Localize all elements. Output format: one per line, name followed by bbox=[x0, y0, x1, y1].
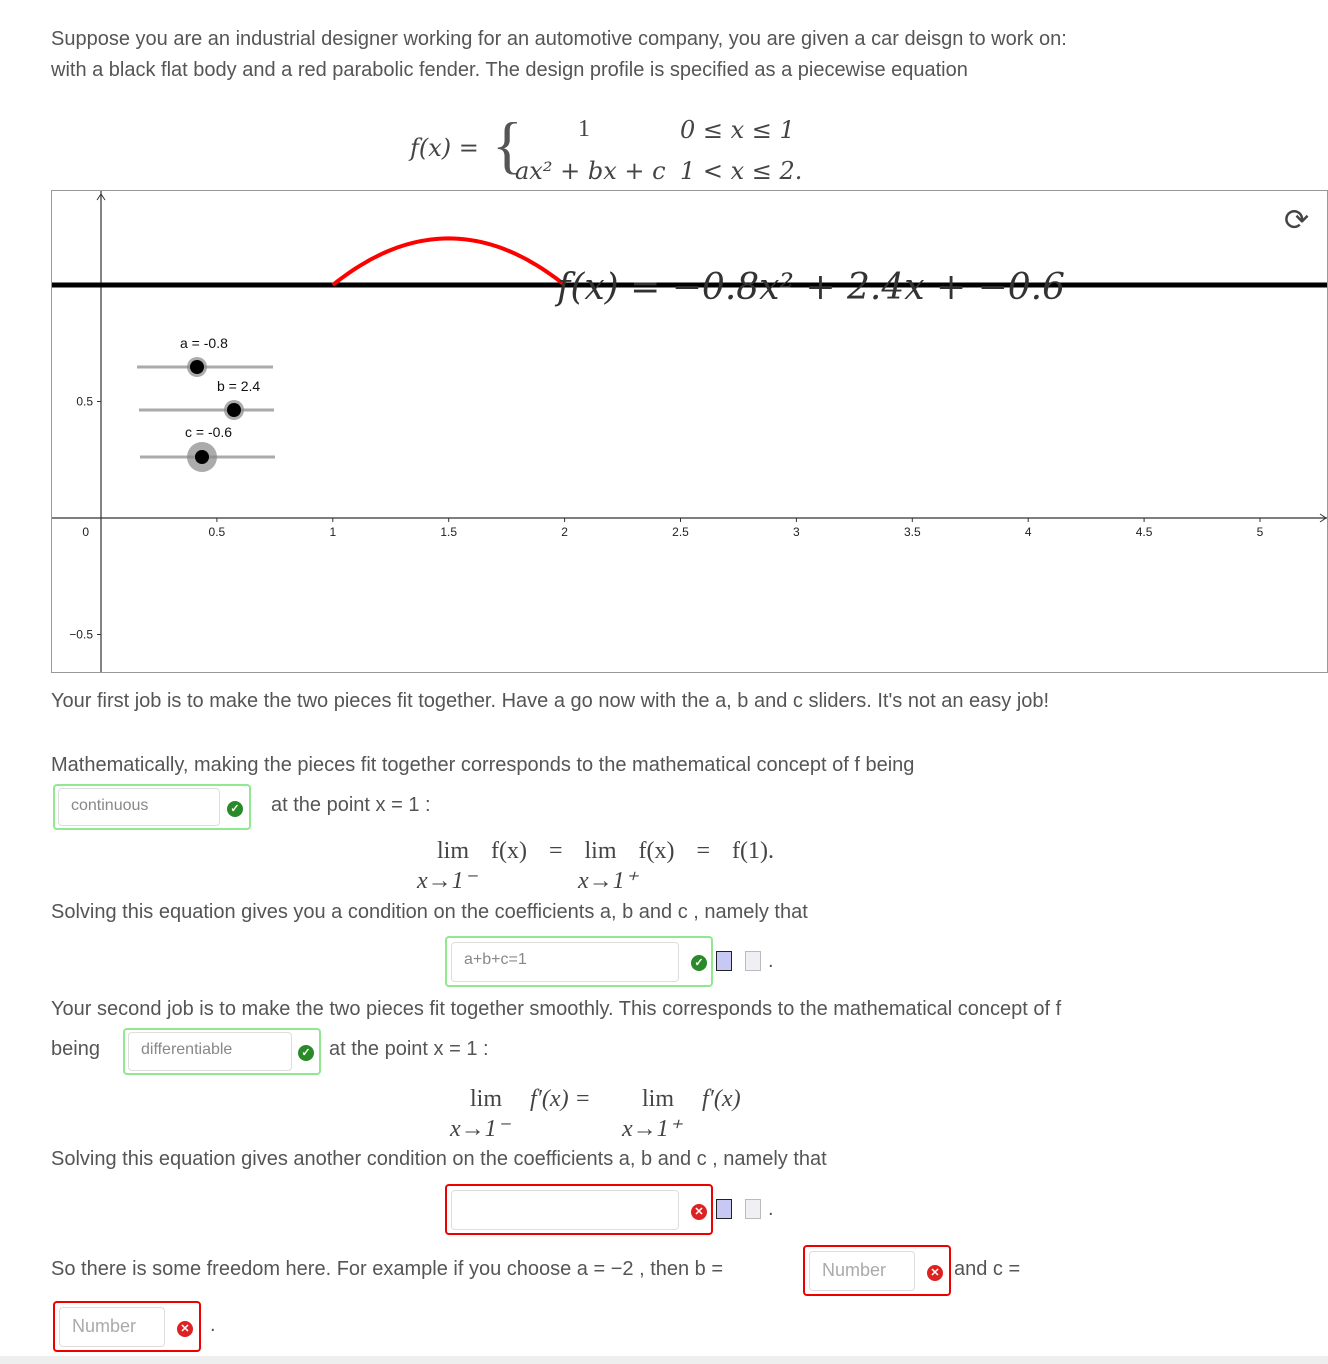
function-label: f(x) = −0.8x² + 2.4x + −0.6 bbox=[557, 267, 1065, 308]
limit-sub-minus: x→1⁻ bbox=[417, 868, 477, 894]
incorrect-icon: ✕ bbox=[691, 1204, 707, 1220]
intro-text bbox=[51, 24, 1067, 86]
continuity-input[interactable]: continuous bbox=[58, 788, 220, 826]
correct-icon: ✓ bbox=[298, 1045, 314, 1061]
limit-sub-plus: x→1⁺ bbox=[578, 868, 638, 894]
x-tick-label: 2 bbox=[561, 525, 568, 539]
fender-curve bbox=[333, 238, 565, 285]
intro-line-1: Suppose you are an industrial designer working for an automotive company, you are given a car deisgn to work on: bbox=[51, 28, 1067, 50]
period: . bbox=[210, 1314, 216, 1336]
c-value-input[interactable]: Number bbox=[59, 1307, 165, 1347]
first-job-text: Your first job is to make the two pieces fit together. Have a go now with the a, b and c sliders. It's not an easy job! bbox=[51, 690, 1050, 712]
at-point-text-2: at the point x = 1 : bbox=[329, 1038, 489, 1060]
x-tick-label: 3 bbox=[793, 525, 800, 539]
incorrect-icon: ✕ bbox=[927, 1265, 943, 1281]
slider-handle[interactable] bbox=[190, 360, 204, 374]
b-value-input[interactable]: Number bbox=[809, 1251, 915, 1291]
limit-sub-plus-2: x→1⁺ bbox=[622, 1116, 682, 1142]
x-tick-label: 1.5 bbox=[440, 525, 458, 539]
b-value-box bbox=[803, 1245, 951, 1296]
x-tick-label: 1 bbox=[329, 525, 337, 539]
condition1-box bbox=[445, 936, 713, 987]
piece-1: 1 bbox=[578, 116, 590, 142]
c-value-box bbox=[53, 1301, 201, 1352]
slider-handle[interactable] bbox=[195, 450, 209, 464]
lim-left: lim bbox=[470, 1086, 503, 1112]
limit-equation-1: lim f(x) = lim f(x) = f(1). bbox=[437, 838, 775, 864]
cond-2: 1 < x ≤ 2. bbox=[680, 157, 803, 185]
incorrect-icon: ✕ bbox=[177, 1321, 193, 1337]
limit-sub-minus-2: x→1⁻ bbox=[450, 1116, 510, 1142]
at-point-text: at the point x = 1 : bbox=[271, 794, 431, 816]
syntax-help-icon[interactable] bbox=[745, 951, 761, 971]
bottom-bar bbox=[0, 1356, 1328, 1364]
reset-icon[interactable]: ⟳ bbox=[1284, 204, 1310, 237]
y-tick-label: −0.5 bbox=[69, 627, 93, 642]
correct-icon: ✓ bbox=[227, 801, 243, 817]
slider-label: b = 2.4 bbox=[217, 378, 261, 394]
continuity-field-box bbox=[53, 784, 251, 830]
preview-icon[interactable] bbox=[716, 1199, 732, 1219]
correct-icon: ✓ bbox=[691, 955, 707, 971]
freedom-text: So there is some freedom here. For example if you choose a = −2 , then b = bbox=[51, 1258, 724, 1280]
solving-text-1: Solving this equation gives you a condition on the coefficients a, b and c , namely that bbox=[51, 901, 808, 923]
condition2-box bbox=[445, 1184, 713, 1235]
solving-text-2: Solving this equation gives another condition on the coefficients a, b and c , namely that bbox=[51, 1148, 827, 1170]
slider-handle[interactable] bbox=[227, 403, 241, 417]
x-tick-label: 4 bbox=[1024, 525, 1032, 539]
slider-label: c = -0.6 bbox=[185, 424, 233, 440]
condition2-input[interactable] bbox=[451, 1190, 679, 1230]
cond-1: 0 ≤ x ≤ 1 bbox=[680, 116, 795, 144]
y-tick-label: 0.5 bbox=[76, 394, 93, 409]
x-tick-label: 2.5 bbox=[672, 525, 689, 539]
being-text: being bbox=[51, 1038, 100, 1060]
syntax-help-icon[interactable] bbox=[745, 1199, 761, 1219]
piecewise-lhs: f(x) = bbox=[410, 134, 479, 162]
geogebra-graph[interactable] bbox=[51, 190, 1328, 673]
math-concept-text: Mathematically, making the pieces fit together corresponds to the mathematical concept of f being bbox=[51, 754, 915, 776]
piece-2: ax² + bx + c bbox=[515, 157, 666, 185]
brace: { bbox=[492, 109, 523, 180]
intro-line-2: with a black flat body and a red parabolic fender. The design profile is specified as a piecewise equation bbox=[51, 59, 968, 81]
preview-icon[interactable] bbox=[716, 951, 732, 971]
x-tick-label: 0.5 bbox=[208, 525, 226, 539]
differentiable-input[interactable]: differentiable bbox=[128, 1032, 292, 1071]
slider-label: a = -0.8 bbox=[180, 335, 228, 351]
fprime-right: f′(x) bbox=[702, 1086, 741, 1112]
and-c-text: and c = bbox=[954, 1258, 1021, 1280]
x-tick-label: 4.5 bbox=[1135, 525, 1153, 539]
graph-canvas[interactable] bbox=[52, 191, 1328, 673]
x-tick-label: 5 bbox=[1256, 525, 1264, 539]
lim-right: lim bbox=[642, 1086, 675, 1112]
origin-label: 0 bbox=[82, 525, 89, 539]
second-job-text: Your second job is to make the two pieces fit together smoothly. This corresponds to the mathematical concept of f bbox=[51, 998, 1062, 1020]
fprime-left: f′(x) = bbox=[530, 1086, 591, 1112]
condition1-input[interactable]: a+b+c=1 bbox=[451, 942, 679, 982]
x-tick-label: 3.5 bbox=[903, 525, 921, 539]
differentiable-box bbox=[123, 1028, 321, 1075]
